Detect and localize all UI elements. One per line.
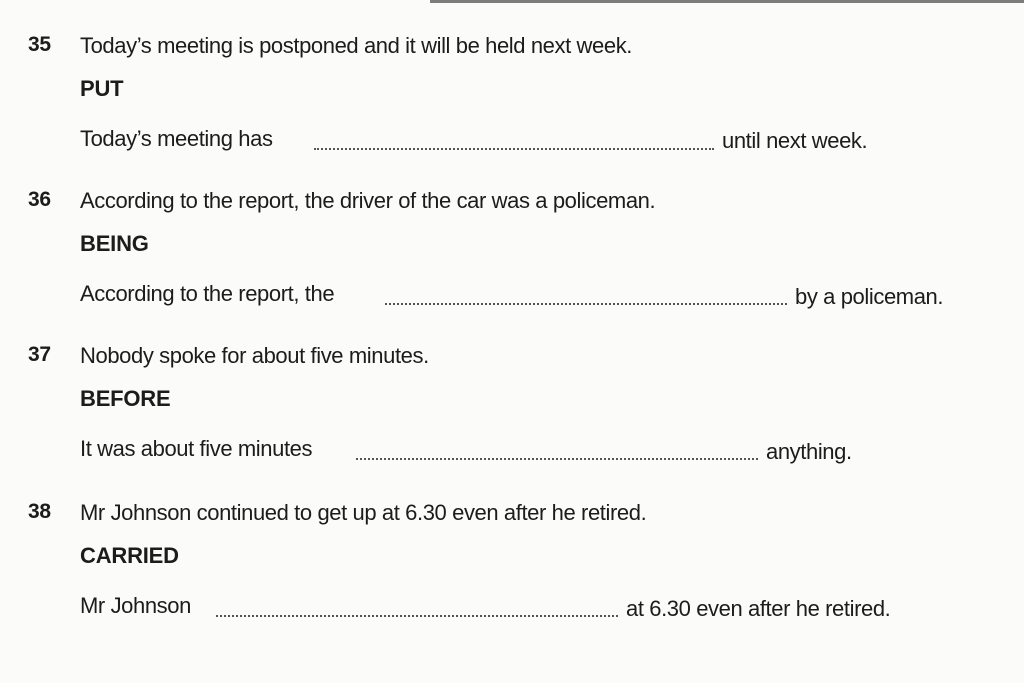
- question-37: [0, 343, 1024, 473]
- answer-blank[interactable]: [385, 303, 787, 305]
- keyword: BEING: [80, 231, 149, 256]
- answer-blank[interactable]: [314, 148, 714, 150]
- question-number: 38: [28, 500, 51, 523]
- question-36: [0, 188, 1024, 318]
- answer-start: Today’s meeting has: [80, 126, 273, 151]
- question-sentence: Nobody spoke for about five minutes.: [80, 343, 429, 368]
- question-38: [0, 500, 1024, 630]
- keyword: BEFORE: [80, 386, 171, 411]
- question-number: 35: [28, 33, 51, 56]
- question-sentence: According to the report, the driver of the car was a policeman.: [80, 188, 656, 213]
- answer-start: According to the report, the: [80, 281, 335, 306]
- answer-blank[interactable]: [216, 615, 618, 617]
- question-35: [0, 33, 1024, 163]
- answer-start: Mr Johnson: [80, 593, 191, 618]
- keyword: PUT: [80, 76, 124, 101]
- question-sentence: Mr Johnson continued to get up at 6.30 even after he retired.: [80, 500, 647, 525]
- answer-blank[interactable]: [356, 458, 758, 460]
- keyword: CARRIED: [80, 543, 179, 568]
- answer-end: until next week.: [722, 128, 868, 153]
- question-number: 37: [28, 343, 51, 366]
- question-sentence: Today’s meeting is postponed and it will be held next week.: [80, 33, 633, 58]
- answer-end: at 6.30 even after he retired.: [626, 596, 891, 621]
- answer-end: anything.: [766, 439, 852, 464]
- answer-start: It was about five minutes: [80, 436, 313, 461]
- top-border-line: [430, 0, 1024, 3]
- question-number: 36: [28, 188, 51, 211]
- answer-end: by a policeman.: [795, 284, 944, 309]
